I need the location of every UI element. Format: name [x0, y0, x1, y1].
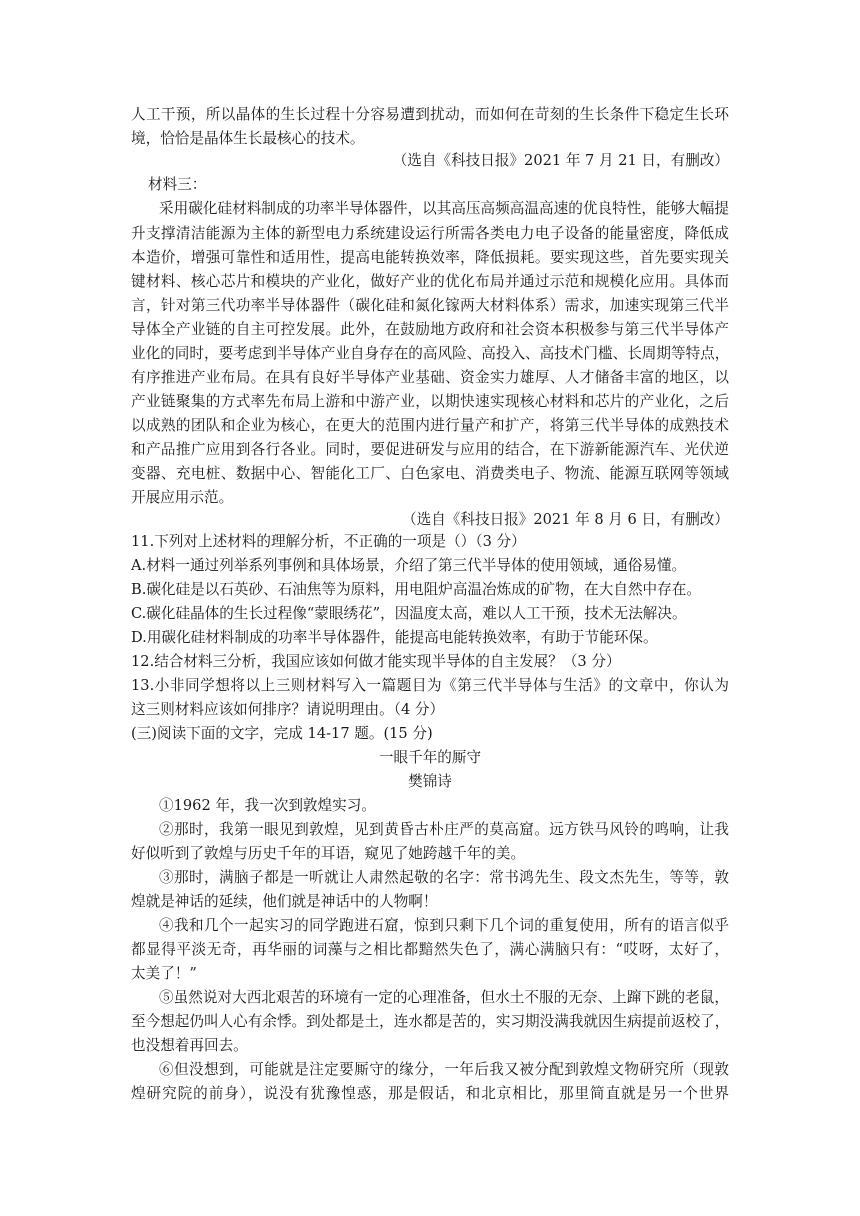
- paragraph-2: ②那时，我第一眼见到敦煌，见到黄昏古朴庄严的莫高窟。远方铁马风铃的鸣响，让我: [159, 821, 729, 838]
- text-line: 境，恰恰是晶体生长最核心的技术。: [131, 130, 365, 147]
- text-line: 和产品推广应用到各行各业。同时，要促进研发与应用的结合，在下游新能源汽车、光伏逆: [131, 441, 729, 458]
- source-citation: （选自《科技日报》2021 年 7 月 21 日，有删改）: [392, 152, 729, 169]
- option-a: A.材料一通过列举系列事例和具体场景，介绍了第三代半导体的使用领域，通俗易懂。: [131, 557, 687, 574]
- text-line: 言，针对第三代功率半导体器件（碳化硅和氮化镓两大材料体系）需求，加速实现第三代半: [131, 297, 729, 314]
- text-line: 以成熟的团队和企业为核心，在更大的范围内进行量产和扩产，将第三代半导体的成熟技术: [131, 417, 729, 434]
- text-line: 开展应用示范。: [131, 489, 234, 506]
- paragraph-1: ①1962 年，我一次到敦煌实习。: [159, 797, 376, 814]
- paragraph-3: ③那时，满脑子都是一听就让人肃然起敬的名字：常书鸿先生、段文杰先生，等等，敦: [159, 869, 729, 886]
- text-line: 业化的同时，要考虑到半导体产业自身存在的高风险、高投入、高技术门槛、长周期等特点，: [131, 345, 730, 362]
- paragraph-4: ④我和几个一起实习的同学跑进石窟，惊到只剩下几个词的重复使用，所有的语言似乎: [159, 917, 729, 934]
- option-b: B.碳化硅是以石英砂、石油焦等为原料，用电阻炉高温冶炼成的矿物，在大自然中存在。: [131, 581, 701, 598]
- text-line: 导体全产业链的自主可控发展。此外，在鼓励地方政府和社会资本积极参与第三代半导体产: [131, 321, 729, 338]
- article-title: 一眼千年的厮守: [378, 749, 482, 766]
- text-line: 本造价，增强可靠性和适用性，提高电能转换效率，降低损耗。要实现这些，首先要实现关: [131, 249, 729, 266]
- text-line: 至今想起仍叫人心有余悸。到处都是土，连水都是苦的，实习期没满我就因生病提前返校了，: [131, 1013, 730, 1030]
- text-line: 好似听到了敦煌与历史千年的耳语，窥见了她跨越千年的美。: [131, 845, 526, 862]
- article-author: 樊锦诗: [408, 773, 452, 790]
- question-12: 12.结合材料三分析，我国应该如何做才能实现半导体的自主发展？（3 分）: [131, 653, 621, 670]
- text-line: 煌就是神话的延续，他们就是神话中的人物啊！: [131, 893, 438, 910]
- text-line: 人工干预，所以晶体的生长过程十分容易遭到扰动，而如何在苛刻的生长条件下稳定生长环: [131, 106, 729, 123]
- text-line: 产业链聚集的方式率先布局上游和中游产业，以期快速实现核心材料和芯片的产业化，之后: [131, 393, 729, 410]
- source-citation: （选自《科技日报》2021 年 8 月 6 日，有删改）: [402, 511, 729, 528]
- text-line: 采用碳化硅材料制成的功率半导体器件，以其高压高频高温高速的优良特性，能够大幅提: [159, 200, 729, 217]
- text-line: 也没想着再回去。: [131, 1037, 248, 1054]
- text-line: 煌研究院的前身），说没有犹豫惶惑，那是假话，和北京相比，那里简直就是另一个世界: [131, 1085, 729, 1102]
- option-c: C.碳化硅晶体的生长过程像“蒙眼绣花”，因温度太高，难以人工干预，技术无法解决。: [131, 605, 687, 622]
- question-13: 13.小非同学想将以上三则材料写入一篇题目为《第三代半导体与生活》的文章中，你认为: [131, 677, 729, 694]
- section-instruction: (三)阅读下面的文字，完成 14-17 题。(15 分): [131, 725, 433, 742]
- paragraph-6: ⑥但没想到，可能就是注定要厮守的缘分，一年后我又被分配到敦煌文物研究所（现敦: [159, 1061, 729, 1078]
- text-line: 变器、充电桩、数据中心、智能化工厂、白色家电、消费类电子、物流、能源互联网等领域: [131, 465, 729, 482]
- text-line: 有序推进产业布局。在具有良好半导体产业基础、资金实力雄厚、人才储备丰富的地区，以: [131, 369, 729, 386]
- question-13-cont: 这三则材料应该如何排序？请说明理由。（4 分）: [131, 701, 445, 718]
- text-line: 都显得平淡无奇，再华丽的词藻与之相比都黯然失色了，满心满脑只有：“哎呀，太好了，: [131, 941, 729, 958]
- paragraph-5: ⑤虽然说对大西北艰苦的环境有一定的心理准备，但水土不服的无奈、上蹿下跳的老鼠，: [159, 989, 729, 1006]
- option-d: D.用碳化硅材料制成的功率半导体器件，能提高电能转换效率，有助于节能环保。: [131, 629, 658, 646]
- section-heading: 材料三：: [148, 176, 207, 193]
- question-11: 11.下列对上述材料的理解分析，不正确的一项是（）（3 分）: [131, 533, 526, 550]
- text-line: 太美了！”: [131, 965, 197, 982]
- text-line: 键材料、核心芯片和模块的产业化，做好产业的优化布局并通过示范和规模化应用。具体而: [131, 273, 729, 290]
- text-line: 升支撑清洁能源为主体的新型电力系统建设运行所需各类电力电子设备的能量密度，降低成: [131, 225, 729, 242]
